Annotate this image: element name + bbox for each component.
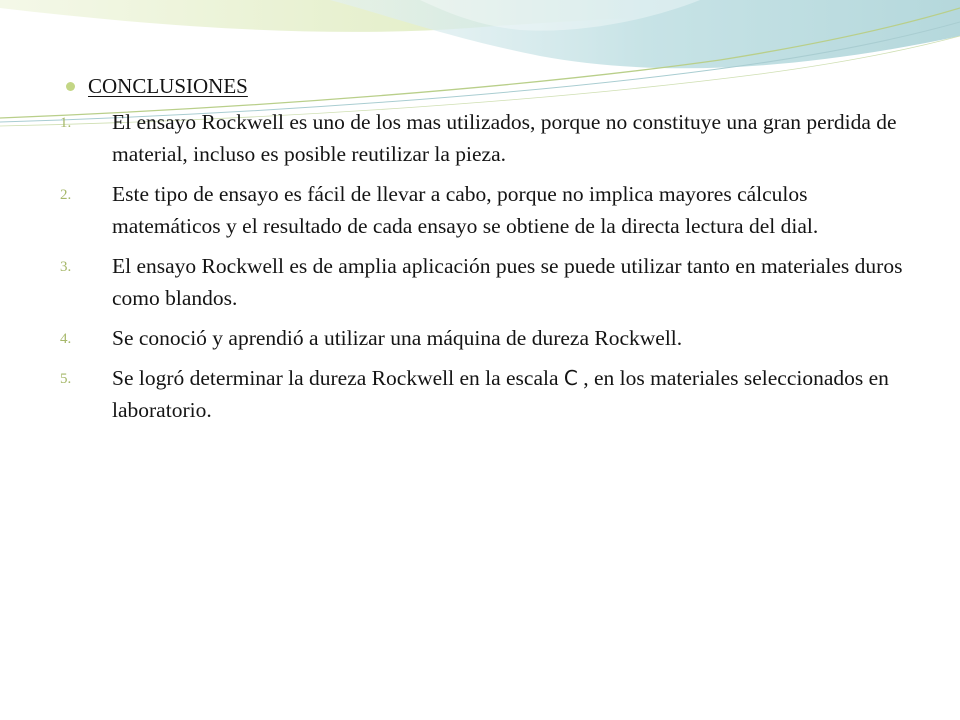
list-item — [60, 362, 920, 426]
list-item-text-after: , en los materiales seleccionados en laboratorio. — [112, 366, 889, 422]
list-item-number: 3. — [60, 259, 72, 275]
slide-heading: CONCLUSIONES — [88, 74, 248, 98]
list-item-text: Se conoció y aprendió a utilizar una máquina de dureza Rockwell. — [112, 326, 683, 350]
list-item-number: 1. — [60, 115, 72, 131]
list-item — [60, 250, 920, 314]
list-item-text: Este tipo de ensayo es fácil de llevar a cabo, porque no implica mayores cálculos matemáticos y el resultado de cada ensayo se obtiene de la directa lectura del dial. — [112, 182, 819, 238]
bullet-dot-icon — [66, 82, 75, 91]
list-item-number: 4. — [60, 331, 72, 347]
heading-row — [60, 70, 920, 102]
conclusions-list — [60, 106, 920, 426]
list-item — [60, 178, 920, 242]
list-item-text: El ensayo Rockwell es de amplia aplicación pues se puede utilizar tanto en materiales duros como blandos. — [112, 254, 903, 310]
slide-content — [60, 70, 920, 434]
list-item-text-before: Se logró determinar la dureza Rockwell en la escala — [112, 366, 564, 390]
list-item — [60, 106, 920, 170]
list-item — [60, 322, 920, 354]
list-item-number: 5. — [60, 371, 72, 387]
rockwell-scale-letter: C — [563, 366, 578, 390]
list-item-text: El ensayo Rockwell es uno de los mas utilizados, porque no constituye una gran perdida de material, incluso es posible reutilizar la pieza. — [112, 110, 897, 166]
list-item-number: 2. — [60, 187, 72, 203]
